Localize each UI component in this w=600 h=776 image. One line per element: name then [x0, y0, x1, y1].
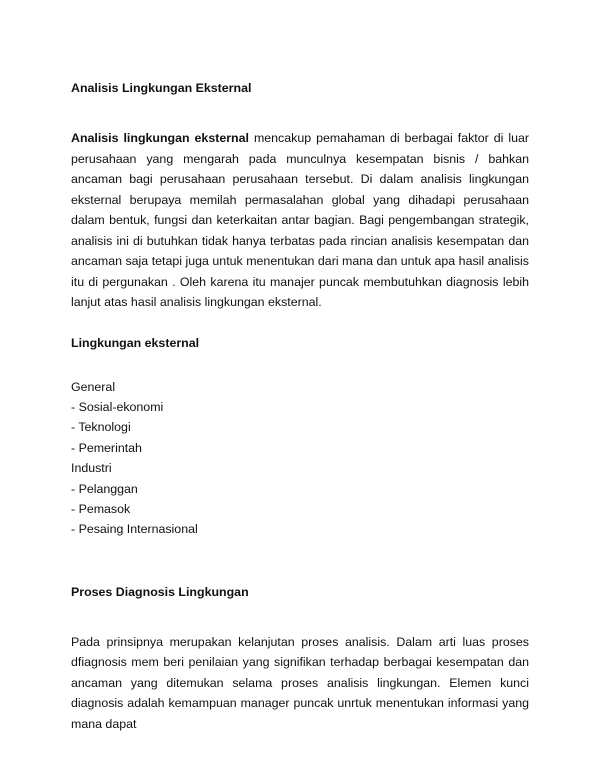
- section-title-lingkungan-eksternal: Lingkungan eksternal: [71, 335, 200, 350]
- list-item: Industri: [71, 461, 112, 476]
- list-item: - Pelanggan: [71, 481, 138, 496]
- list-item: General: [71, 379, 116, 394]
- paragraph-analisis-lingkungan-eksternal: [71, 128, 529, 313]
- list-item: - Sosial-ekonomi: [71, 399, 164, 414]
- paragraph-body-text: mencakup pemahaman di berbagai faktor di luar perusahaan yang mengarah pada munculnya kesempatan bisnis / bahkan ancaman bagi perusahaan perusahaan tersebut. Di dalam analisis lingkungan eksternal berupaya memilah permasalahan global yang dihadapi perusahaan dalam bentuk, fungsi dan keterkaitan antar bagian. Bagi pengembangan strategik, analisis ini di butuhkan tidak hanya terbatas pada rincian analisis kesempatan dan ancaman saja tetapi juga untuk menentukan dari mana dan untuk apa hasil analisis itu di pergunakan . Oleh karena itu manajer puncak membutuhkan diagnosis lebih lanjut atas hasil analisis lingkungan eksternal.: [71, 131, 529, 309]
- section-title-analisis-lingkungan-eksternal: Analisis Lingkungan Eksternal: [71, 81, 252, 95]
- document-content: [71, 78, 529, 734]
- paragraph-lead-term: Analisis lingkungan eksternal: [71, 131, 249, 145]
- list-item: - Pemerintah: [71, 440, 142, 455]
- list-item: - Teknologi: [71, 420, 131, 435]
- lingkungan-eksternal-list: [71, 377, 529, 540]
- paragraph-proses-diagnosis: Pada prinsipnya merupakan kelanjutan proses analisis. Dalam arti luas proses dfiagnosis mem beri penilaian yang signifikan terhadap berbagai kesempatan dan ancaman yang ditemukan selama proses analisis lingkungan. Elemen kunci diagnosis adalah kemampuan manager puncak unrtuk menentukan informasi yang mana dapat: [71, 634, 529, 731]
- list-item: - Pesaing Internasional: [71, 522, 198, 537]
- list-item: - Pemasok: [71, 501, 131, 516]
- section-title-proses-diagnosis-lingkungan: Proses Diagnosis Lingkungan: [71, 584, 249, 599]
